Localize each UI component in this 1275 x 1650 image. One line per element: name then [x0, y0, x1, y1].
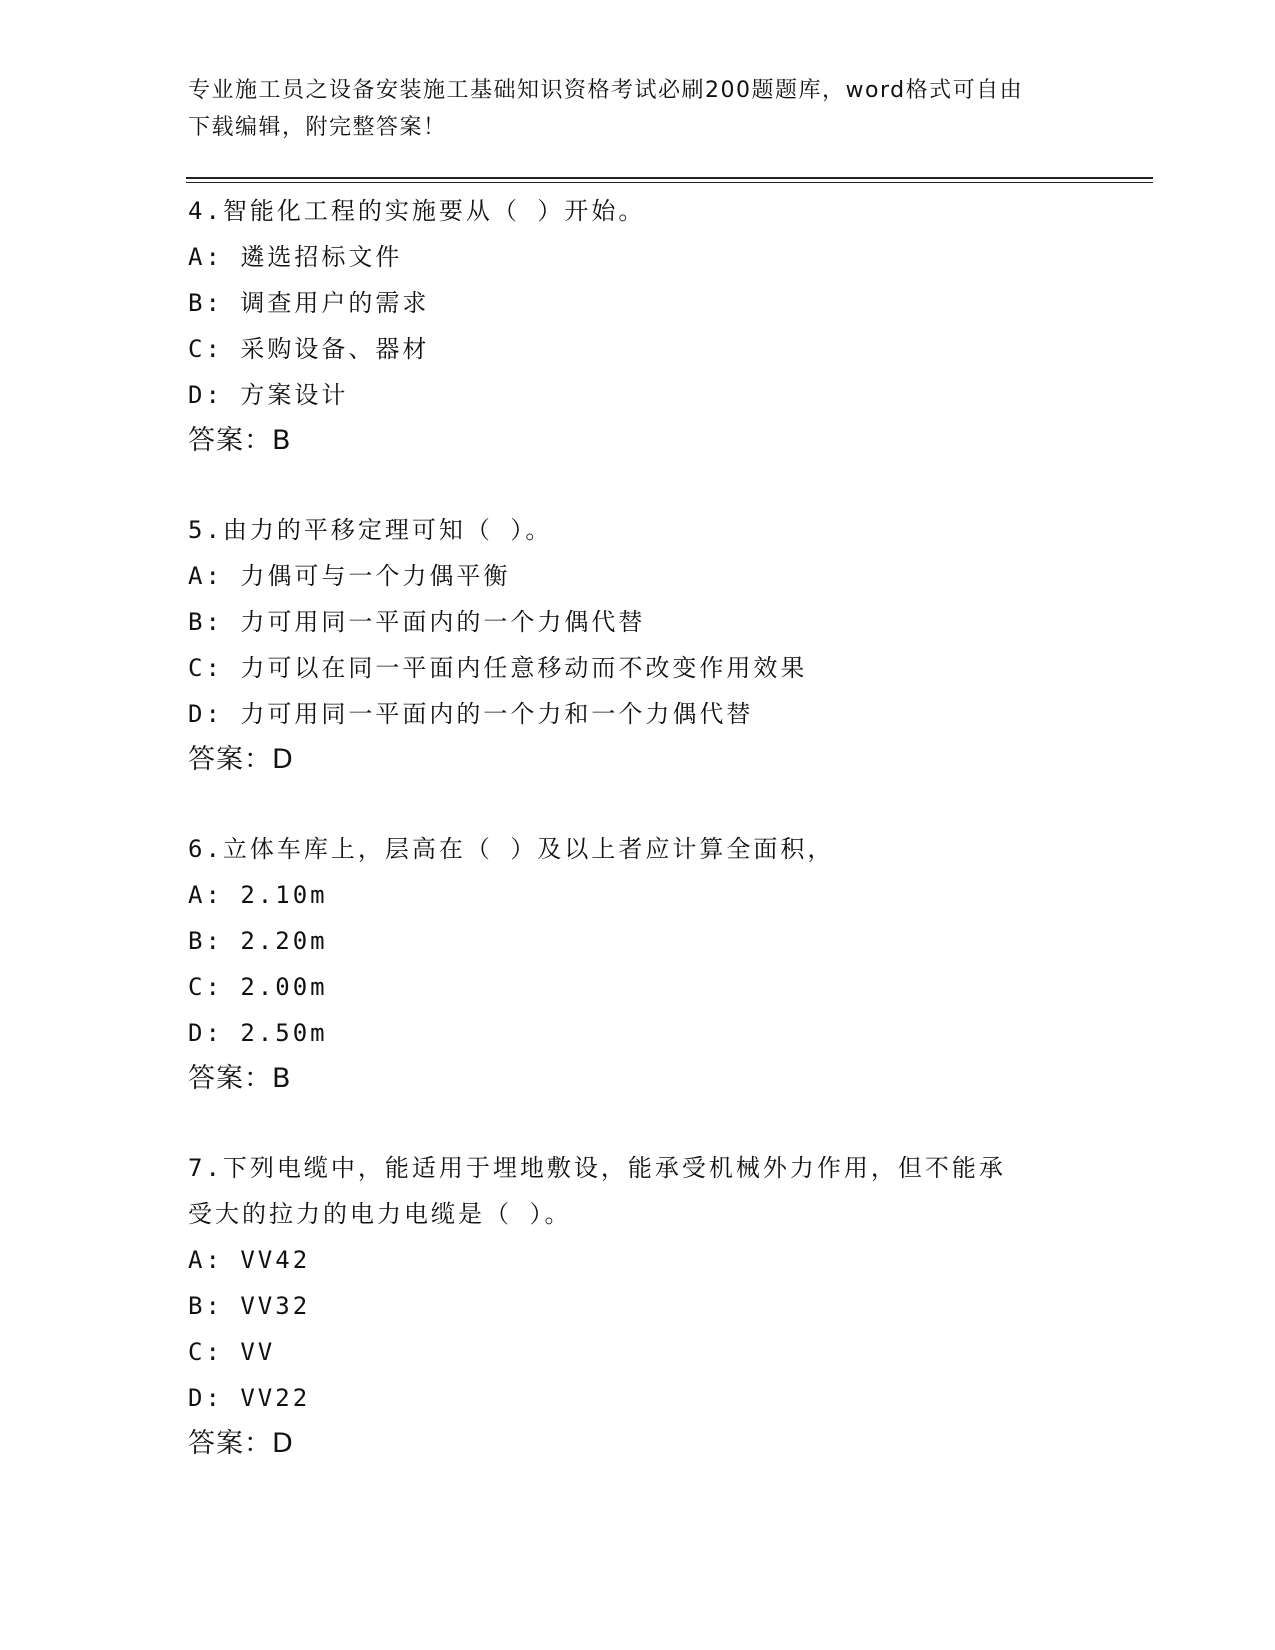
option-b: B: 调查用户的需求 [188, 289, 430, 317]
option-c: C: 采购设备、器材 [188, 335, 430, 363]
document-header [188, 72, 1088, 146]
question-stem: 4.智能化工程的实施要从（ ）开始。 [188, 197, 646, 225]
answer-line: 答案：B [188, 1063, 292, 1094]
header-line-1: 专业施工员之设备安装施工基础知识资格考试必刷200题题库，word格式可自由 [188, 78, 1024, 103]
answer-line: 答案：D [188, 744, 294, 775]
option-d: D: VV22 [188, 1384, 311, 1412]
option-d: D: 2.50m [188, 1019, 328, 1047]
option-c: C: 2.00m [188, 973, 328, 1001]
question-stem: 5.由力的平移定理可知（ ）。 [188, 516, 553, 544]
option-d: D: 方案设计 [188, 381, 349, 409]
option-b: B: 力可用同一平面内的一个力偶代替 [188, 608, 646, 636]
option-b: B: 2.20m [188, 927, 328, 955]
option-a: A: 力偶可与一个力偶平衡 [188, 562, 511, 590]
question-6 [188, 826, 1088, 1102]
question-4 [188, 188, 1088, 464]
question-stem-line-2: 受大的拉力的电力电缆是（ ）。 [188, 1200, 572, 1228]
option-a: A: 2.10m [188, 881, 328, 909]
option-a: A: 遴选招标文件 [188, 243, 403, 271]
question-stem-line-1: 7.下列电缆中，能适用于埋地敷设，能承受机械外力作用，但不能承 [188, 1154, 1006, 1182]
option-c: C: VV [188, 1338, 276, 1366]
question-7 [188, 1145, 1088, 1467]
question-list [188, 188, 1088, 1467]
question-stem: 6.立体车库上，层高在（ ）及以上者应计算全面积， [188, 835, 835, 863]
option-a: A: VV42 [188, 1246, 311, 1274]
header-divider-thick [186, 177, 1153, 179]
answer-line: 答案：D [188, 1428, 294, 1459]
question-5 [188, 507, 1088, 783]
option-d: D: 力可用同一平面内的一个力和一个力偶代替 [188, 700, 754, 728]
header-line-2: 下载编辑，附完整答案！ [188, 115, 447, 140]
answer-line: 答案：B [188, 425, 292, 456]
header-divider-thin [186, 182, 1153, 183]
option-c: C: 力可以在同一平面内任意移动而不改变作用效果 [188, 654, 808, 682]
option-b: B: VV32 [188, 1292, 311, 1320]
